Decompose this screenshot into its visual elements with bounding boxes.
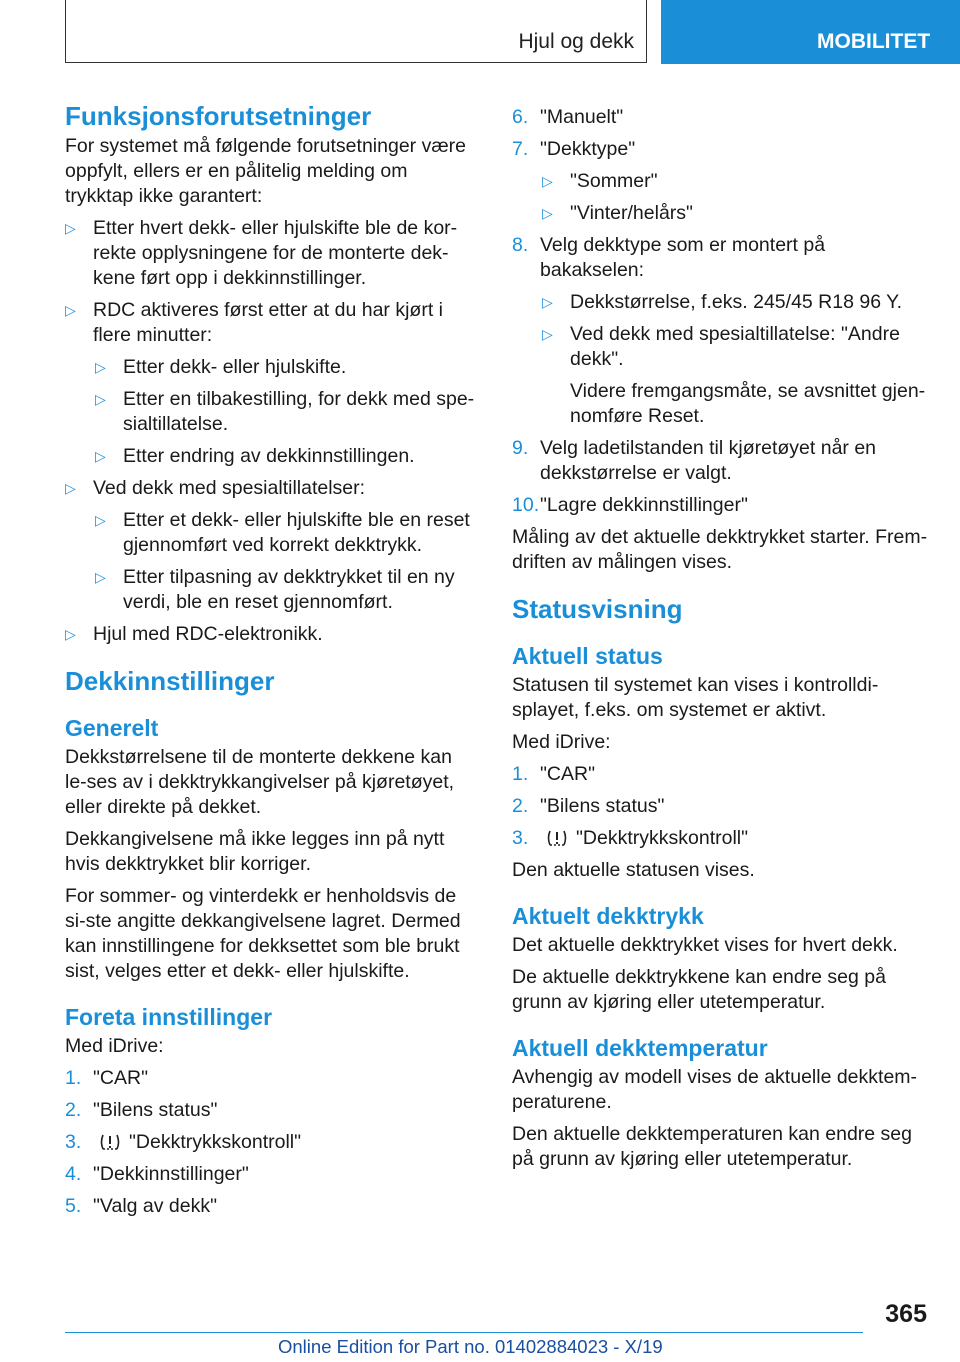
- sub-bullet-item: ▷ Etter endring av dekkinnstillingen.: [95, 445, 415, 467]
- triangle-right-icon: ▷: [95, 448, 106, 464]
- paragraph: Statusen til systemet kan vises i kontrolldi-splayet, f.eks. om systemet er aktivt.: [512, 674, 879, 721]
- triangle-right-icon: ▷: [65, 480, 76, 496]
- sub-bullet-item: ▷ Etter en tilbakestilling, for dekk med spe-sialtillatelse.: [95, 388, 475, 435]
- page-number: 365: [885, 1300, 927, 1328]
- header-section-title: Hjul og dekk: [518, 30, 634, 53]
- step-item: 1. "CAR": [65, 1067, 149, 1089]
- footer-edition-text: Online Edition for Part no. 01402884023 - X/19: [278, 1336, 663, 1357]
- step-item: 4. "Dekkinnstillinger": [65, 1163, 249, 1185]
- bullet-item: ▷ Ved dekk med spesialtillatelser:: [65, 477, 366, 499]
- paragraph: For sommer- og vinterdekk er henholdsvis de si-ste angitte dekkangivelsene lagret. Dermed kan innstillingene for dekksettet som ble brukt sist, velges etter et dekk- eller hjulskifte.: [65, 885, 461, 982]
- bullet-item: ▷ Hjul med RDC-elektronikk.: [65, 623, 323, 645]
- intro-paragraph: For systemet må følgende forutsetninger være oppfylt, ellers er en pålitelig melding om trykktap ikke garantert:: [65, 135, 466, 207]
- step-item: 6. "Manuelt": [512, 106, 624, 128]
- heading-aktuelt-dekktrykk: Aktuelt dekktrykk: [512, 903, 704, 929]
- step-item: 10. "Lagre dekkinnstillinger": [512, 494, 748, 516]
- triangle-right-icon: ▷: [65, 220, 76, 236]
- triangle-right-icon: ▷: [542, 205, 553, 221]
- sub-bullet-item: ▷ "Sommer": [542, 170, 658, 192]
- step-item: 3. "Dekktrykkskontroll": [65, 1131, 302, 1153]
- heading-funksjonsforutsetninger: Funksjonsforutsetninger: [65, 101, 372, 131]
- sub-bullet-item: ▷ Dekkstørrelse, f.eks. 245/45 R18 96 Y.: [542, 291, 903, 313]
- paragraph: Den aktuelle statusen vises.: [512, 859, 755, 881]
- paragraph: Dekkangivelsene må ikke legges inn på nytt hvis dekktrykket blir korriger.: [65, 828, 445, 875]
- triangle-right-icon: ▷: [65, 626, 76, 642]
- footer-divider: [65, 1332, 863, 1333]
- triangle-right-icon: ▷: [542, 173, 553, 189]
- sub-bullet-item: ▷ Ved dekk med spesialtillatelse: "Andre dekk".: [542, 323, 900, 370]
- triangle-right-icon: ▷: [542, 326, 553, 342]
- step-item: 5. "Valg av dekk": [65, 1195, 218, 1217]
- triangle-right-icon: ▷: [542, 294, 553, 310]
- right-column: [512, 105, 932, 1179]
- paragraph: Det aktuelle dekktrykket vises for hvert dekk.: [512, 934, 898, 956]
- step-item: 3. "Dekktrykkskontroll": [512, 827, 749, 849]
- left-column: [65, 100, 477, 1226]
- bullet-item: ▷ RDC aktiveres først etter at du har kjørt i flere minutter:: [65, 299, 444, 346]
- paragraph: Måling av det aktuelle dekktrykket starter. Frem-driften av målingen vises.: [512, 526, 928, 573]
- sub-bullet-item: ▷ Etter et dekk- eller hjulskifte ble en reset gjennomført ved korrekt dekktrykk.: [95, 509, 470, 556]
- tire-pressure-warning-icon: [99, 1133, 121, 1151]
- triangle-right-icon: ▷: [95, 359, 106, 375]
- heading-statusvisning: Statusvisning: [512, 594, 683, 624]
- step-item: 7. "Dekktype": [512, 138, 636, 160]
- paragraph: De aktuelle dekktrykkene kan endre seg på grunn av kjøring eller utetemperatur.: [512, 966, 886, 1013]
- bullet-item: ▷ Etter hvert dekk- eller hjulskifte ble de kor-rekte opplysningene for de monterte dek-kene ført opp i dekkinnstillinger.: [65, 217, 458, 289]
- step-item: 2. "Bilens status": [512, 795, 665, 817]
- heading-generelt: Generelt: [65, 715, 159, 741]
- sub-bullet-item: ▷ Etter dekk- eller hjulskifte.: [95, 356, 347, 378]
- step-item: 8. Velg dekktype som er montert på bakakselen:: [512, 234, 826, 281]
- heading-foreta-innstillinger: Foreta innstillinger: [65, 1004, 273, 1030]
- heading-dekkinnstillinger: Dekkinnstillinger: [65, 666, 275, 696]
- step-item: 9. Velg ladetilstanden til kjøretøyet når en dekkstørrelse er valgt.: [512, 437, 877, 484]
- sub-bullet-continuation: Videre fremgangsmåte, se avsnittet gjen-nomføre Reset.: [570, 380, 926, 427]
- triangle-right-icon: ▷: [95, 512, 106, 528]
- triangle-right-icon: ▷: [95, 391, 106, 407]
- sub-bullet-item: ▷ Etter tilpasning av dekktrykket til en ny verdi, ble en reset gjennomført.: [95, 566, 455, 613]
- step-item: 1. "CAR": [512, 763, 596, 785]
- step-item: 2. "Bilens status": [65, 1099, 218, 1121]
- sub-bullet-item: ▷ "Vinter/helårs": [542, 202, 693, 224]
- paragraph: Med iDrive:: [512, 731, 611, 753]
- triangle-right-icon: ▷: [65, 302, 76, 318]
- paragraph: Den aktuelle dekktemperaturen kan endre seg på grunn av kjøring eller utetemperatur.: [512, 1123, 912, 1170]
- header-chapter-tab[interactable]: MOBILITET: [661, 0, 960, 64]
- paragraph: Avhengig av modell vises de aktuelle dekktem-peraturene.: [512, 1066, 918, 1113]
- tire-pressure-warning-icon: [546, 829, 568, 847]
- heading-aktuell-status: Aktuell status: [512, 643, 663, 669]
- paragraph: Dekkstørrelsene til de monterte dekkene kan le-ses av i dekktrykkangivelser på kjøretøyet, eller direkte på dekket.: [65, 746, 455, 818]
- heading-aktuell-dekktemperatur: Aktuell dekktemperatur: [512, 1035, 768, 1061]
- header-frame: [65, 0, 647, 63]
- paragraph: Med iDrive:: [65, 1035, 164, 1057]
- triangle-right-icon: ▷: [95, 569, 106, 585]
